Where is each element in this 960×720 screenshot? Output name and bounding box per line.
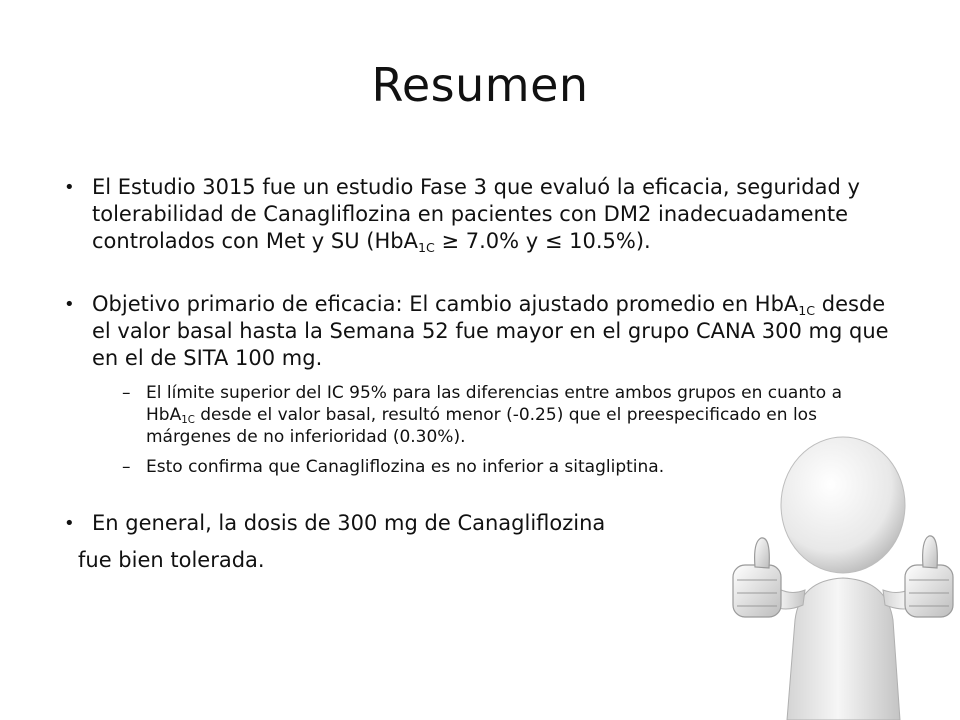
sub-bullet-text: Esto confirma que Canagliflozina es no inferior a sitagliptina. (146, 457, 665, 477)
subscript: 1C (181, 415, 195, 427)
sub-bullet-symbol: – (122, 383, 131, 403)
subscript: 1C (417, 239, 435, 255)
bullet-continuation: fue bien tolerada. (78, 548, 265, 572)
sub-bullet-text: El límite superior del IC 95% para las diferencias entre ambos grupos en cuanto a HbA (146, 383, 842, 425)
bullet-text: desde el valor basal hasta la Semana 52 fue mayor en el grupo CANA 300 mg que en el de SITA 100 mg. (92, 292, 889, 370)
thumbs-up-figure-icon (725, 430, 960, 720)
bullet-text: El Estudio 3015 fue un estudio Fase 3 que evaluó la eficacia, seguridad y tolerabilidad de Canagliflozina en pacientes con DM2 inadecuadamente controlados con Met y SU (HbA (92, 175, 860, 253)
bullet-text: Objetivo primario de eficacia: El cambio ajustado promedio en HbA (92, 292, 799, 316)
bullet-text: ≥ 7.0% y ≤ 10.5%). (434, 229, 651, 253)
bullet-primary-objective (56, 291, 896, 372)
bullet-study-summary (56, 174, 896, 255)
sub-bullet-symbol: – (122, 457, 131, 477)
bullet-symbol: • (64, 294, 75, 315)
bullet-symbol: • (64, 177, 75, 198)
sub-bullet-text: desde el valor basal, resultó menor (-0.25) que el preespecificado en los márgenes de no inferioridad (0.30%). (146, 405, 817, 447)
bullet-symbol: • (64, 513, 75, 534)
slide-title: Resumen (371, 58, 589, 112)
subscript: 1C (798, 302, 816, 318)
bullet-text: En general, la dosis de 300 mg de Canagliflozina (92, 511, 606, 535)
